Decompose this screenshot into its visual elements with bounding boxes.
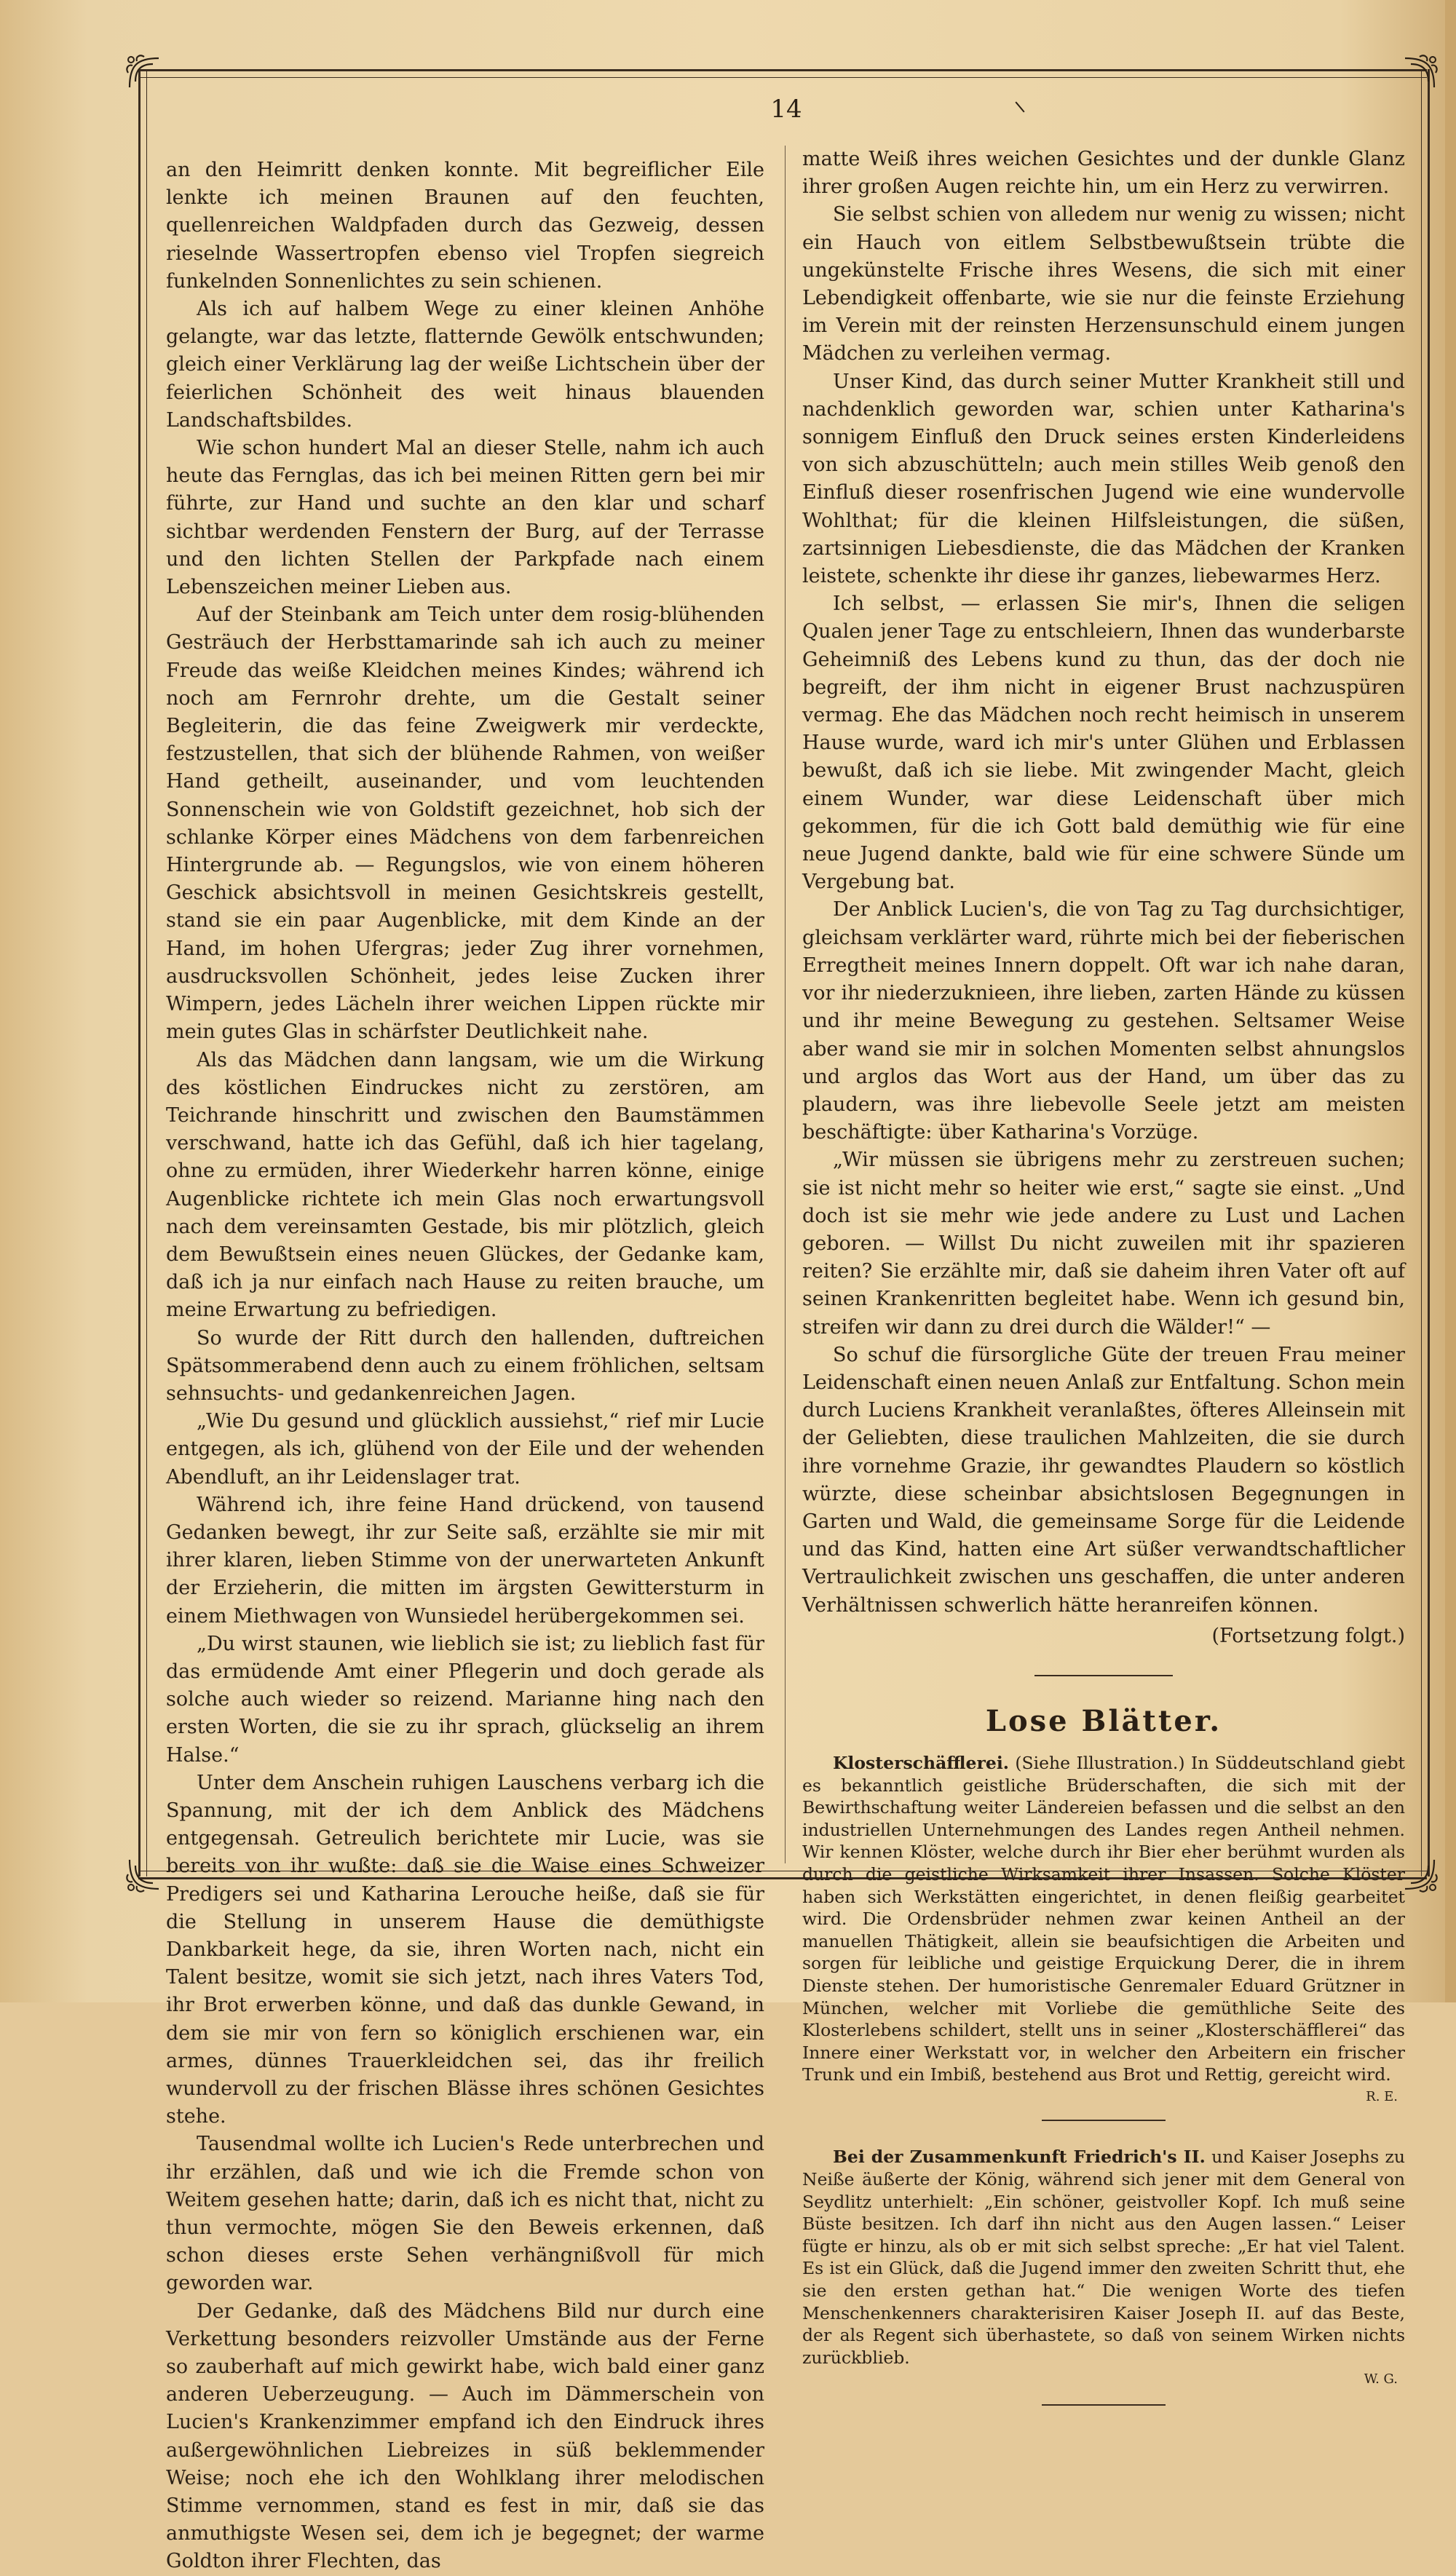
paragraph: Unser Kind, das durch seiner Mutter Krankheit still und nachdenklich geworden war, schien unter Katharina's sonnigem Einfluß den Druck seines ersten Kinderleidens von sich abzuschütteln; auch mein stilles Weib genoß den Einfluß dieser rosenfrischen Jugend wie eine wundervolle Wohlthat; für die kleinen Hilfsleistungen, die süßen, zartsinnigen Liebesdienste, die das Mädchen der Kranken leistete, schenkte ihr diese ihr ganzes, liebewarmes Herz. <box>802 370 1405 588</box>
paragraph: Unter dem Anschein ruhigen Lauschens verbarg ich die Spannung, mit der ich dem Anblick des Mädchens entgegensah. Getreulich berichtete mir Lucie, was sie bereits von ihr wußte: daß sie die Waise eines Schweizer Predigers sei und Katharina Lerouche heiße, daß sie für die Stellung in unserem Hause die demüthigste Dankbarkeit hege, da sie, ihren Worten nach, nicht ein Talent besitze, womit sie sich jetzt, nach ihres Vaters Tod, ihr Brot erwerben könne, und daß das dunkle Gewand, in dem sie mir von fern so königlich erschienen war, ein armes, dünnes Trauerkleidchen sei, das ihr freilich wundervoll zu der frischen Blässe ihres schönen Gesichtes stehe. <box>166 1771 764 2128</box>
paragraph: Als das Mädchen dann langsam, wie um die Wirkung des köstlichen Eindruckes nicht zu zerstören, am Teichrande hinschritt und zwischen den Baumstämmen verschwand, hatte ich das Gefühl, daß ich hier tagelang, ohne zu ermüden, ihrer Wiederkehr harren könne, einige Augenblicke richtete ich mein Glas noch erwartungsvoll nach dem vereinsamten Gestade, bis mir plötzlich, gleich dem Bewußtsein eines neuen Glückes, der Gedanke kam, daß ich ja nur einfach nach Hause zu reiten brauche, um meine Erwartung zu befriedigen. <box>166 1048 764 1322</box>
item-text: und Kaiser Josephs zu Neiße äußerte der König, während sich jener mit dem General von Seydlitz unterhielt: „Ein schöner, geistvoller Kopf. Ich muß seine Büste besitzen. Ich darf ihn nicht aus den Augen lassen.“ Leiser fügte er hinzu, als ob er mit sich selbst spreche: „Er hat viel Talent. Es ist ein Glück, daß die Jugend immer den zweiten Schritt thut, ehe sie den ersten gethan hat.“ Die wenigen Worte des tiefen Menschenkenners charakterisiren Kaiser Joseph II. auf das Beste, der als Regent sich überhastete, so daß von seinem Wirken nichts zurückblieb. <box>802 2147 1405 2368</box>
paragraph: Während ich, ihre feine Hand drückend, von tausend Gedanken bewegt, ihr zur Seite saß, erzählte sie mir mit ihrer klaren, lieben Stimme von der unerwarteten Ankunft der Erzieherin, die mitten im ärgsten Gewittersturm in einem Miethwagen von Wunsiedel herübergekommen sei. <box>166 1493 764 1628</box>
item-lead: Klosterschäfflerei. <box>833 1752 1009 1773</box>
paragraph: Ich selbst, — erlassen Sie mir's, Ihnen die seligen Qualen jener Tage zu entschleiern, Ihnen das wunderbarste Geheimniß des Lebens kund zu thun, das der doch nie begreift, der ihm nicht in eigener Brust nachzuspüren vermag. Ehe das Mädchen noch recht heimisch in unserem Hause wurde, ward ich mir's unter Glühen und Erblassen bewußt, daß ich sie liebe. Mit zwingender Macht, gleich einem Wunder, war diese Leidenschaft über mich gekommen, für die ich Gott bald demüthig wie für eine neue Jugend dankte, bald wie für eine schwere Sünde um Vergebung bat. <box>802 593 1405 894</box>
item-divider <box>1042 2404 1166 2406</box>
paragraph: Tausendmal wollte ich Lucien's Rede unterbrechen und ihr erzählen, daß und wie ich die Fremde schon von Weitem gesehen hatte; darin, daß ich es nicht that, nicht zu thun vermochte, mögen Sie den Beweis erkennen, daß schon dieses erste Sehen verhängnißvoll für mich geworden war. <box>166 2133 764 2295</box>
paragraph: Als ich auf halbem Wege zu einer kleinen Anhöhe gelangte, war das letzte, flatternde Gewölk entschwunden; gleich einer Verklärung lag der weiße Lichtschein über der feierlichen Schönheit des weit hinaus blauenden Landschaftsbildes. <box>166 298 764 432</box>
miscellany-item <box>802 1752 1405 2109</box>
right-column <box>802 146 1405 2406</box>
corner-ornament-icon <box>122 1852 166 1896</box>
frame-left-rule <box>138 69 147 1876</box>
paragraph: So wurde der Ritt durch den hallenden, duftreichen Spätsommerabend denn auch zu einem fröhlichen, seltsam sehnsuchts- und gedankenreichen Jagen. <box>166 1326 764 1405</box>
section-divider <box>1034 1675 1173 1676</box>
miscellany-item <box>802 2146 1405 2391</box>
frame-top-rule <box>138 69 1427 78</box>
corner-ornament-icon <box>1398 51 1441 95</box>
paragraph: So schuf die fürsorgliche Güte der treuen Frau meiner Leidenschaft einen neuen Anlaß zur Entfaltung. Schon mein durch Luciens Krankheit veranlaßtes, öfteres Alleinsein mit der Geliebten, diese traulichen Mahlzeiten, die sie durch ihre vornehme Grazie, ihr gewandtes Plaudern so köstlich würzte, diese scheinbar absichtslosen Begegnungen in Garten und Wald, die gemeinsame Sorge für die Leidende und das Kind, hatten eine Art süßer verwandtschaftlicher Vertraulichkeit zwischen uns geschaffen, die unter anderen Verhältnissen schwerlich hätte heranreifen können. <box>802 1343 1405 1617</box>
paragraph: Wie schon hundert Mal an dieser Stelle, nahm ich auch heute das Fernglas, das ich bei meinen Ritten gern bei mir führte, zur Hand und suchte an den klar und scharf sichtbar werdenden Fenstern der Burg, auf der Terrasse und den lichten Stellen der Parkpfade nach einem Lebenszeichen meiner Lieben aus. <box>166 437 764 599</box>
item-signature: R. E. <box>1366 2088 1398 2104</box>
frame-right-rule <box>1421 69 1430 1876</box>
column-divider <box>785 146 786 1863</box>
paragraph: Der Anblick Lucien's, die von Tag zu Tag durchsichtiger, gleichsam verklärter ward, rührte mich bei der fieberischen Erregtheit meines Innern doppelt. Oft war ich nahe daran, vor ihr niederzuknieen, ihre lieben, zarten Hände zu küssen und ihr meine Bewegung zu gestehen. Seltsamer Weise aber wand sie mir in solchen Momenten selbst ahnungslos und arglos das Wort aus der Hand, um über das zu plaudern, was ihre liebevolle Seele jetzt am meisten beschäftigte: über Katharina's Vorzüge. <box>802 898 1405 1144</box>
item-signature: W. G. <box>1364 2371 1398 2387</box>
item-lead: Bei der Zusammenkunft Friedrich's II. <box>833 2147 1206 2168</box>
continuation-note: (Fortsetzung folgt.) <box>1211 1624 1405 1647</box>
paragraph: Der Gedanke, daß des Mädchens Bild nur durch eine Verkettung besonders reizvoller Umstände aus der Ferne so zauberhaft auf mich gewirkt habe, wich bald einer ganz anderen Ueberzeugung. — Auch im Dämmerschein von Lucien's Krankenzimmer empfand ich den Eindruck ihres außergewöhnlichen Liebreizes in süß beklemmender Weise; noch ehe ich den Wohlklang ihrer melodischen Stimme vernommen, stand es fest in mir, daß sie das anmuthigste Wesen sei, dem ich je begegnet; der warme Goldton ihrer Flechten, das <box>166 2299 764 2573</box>
ink-mark <box>1015 101 1024 112</box>
item-divider <box>1042 2120 1166 2121</box>
item-text: (Siehe Illustration.) In Süddeutschland giebt es bekanntlich geistliche Brüderschaften, die sich mit der Bewirthschaftung weiter Ländereien befassen und die selbst an den industriellen Unternehmungen des Landes regen Antheil nehmen. Wir kennen Klöster, welche durch ihr Bier eher berühmt wurden als durch die geistliche Wirksamkeit ihrer Insassen. Solche Klöster haben sich Werkstätten eingerichtet, in denen fleißig gearbeitet wird. Die Ordensbrüder nehmen zwar keinen Antheil an der manuellen Thätigkeit, allein sie beaufsichtigen die Arbeiten und sorgen für leibliche und geistige Erquickung Derer, die in ihrem Dienste stehen. Der humoristische Genremaler Eduard Grützner in München, welcher mit Vorliebe die gemüthliche Seite des Klosterlebens schildert, stellt uns in seiner „Klosterschäfflerei“ das Innere einer Werkstatt vor, in welcher den Arbeitern ein frischer Trunk und ein Imbiß, bestehend aus Brot und Rettig, gereicht wird. <box>802 1752 1405 2085</box>
left-column <box>166 156 764 2576</box>
paragraph: „Wir müssen sie übrigens mehr zu zerstreuen suchen; sie ist nicht mehr so heiter wie erst,“ sagte sie einst. „Und doch ist sie mehr wie jede andere zu Lust und Lachen geboren. — Willst Du nicht zuweilen mit ihr spazieren reiten? Sie erzählte mir, daß sie daheim ihren Vater oft auf seinen Krankenritten begleitet habe. Wenn ich gesund bin, streifen wir dann zu drei durch die Wälder!“ — <box>802 1149 1405 1339</box>
paragraph: „Wie Du gesund und glücklich aussiehst,“ rief mir Lucie entgegen, als ich, glühend von der Eile und der wehenden Abendluft, an ihr Leidenslager trat. <box>166 1410 764 1489</box>
paragraph: Sie selbst schien von alledem nur wenig zu wissen; nicht ein Hauch von eitlem Selbstbewußtsein trübte die ungekünstelte Frische ihres Wesens, die sich mit einer Lebendigkeit offenbarte, wie sie nur die feinste Erziehung im Verein mit der reinsten Herzensunschuld einem jungen Mädchen zu verleihen vermag. <box>802 203 1405 365</box>
paragraph: „Du wirst staunen, wie lieblich sie ist; zu lieblich fast für das ermüdende Amt einer Pflegerin und doch gerade als solche auch wieder so reizend. Marianne hing nach den ersten Worten, die sie zu ihr sprach, glückselig an ihrem Halse.“ <box>166 1632 764 1767</box>
paragraph: Auf der Steinbank am Teich unter dem rosig-blühenden Gesträuch der Herbsttamarinde sah ich auch zu meiner Freude das weiße Kleidchen meines Kindes; während ich noch am Fernrohr drehte, um die Gestalt seiner Begleiterin, die das feine Zweigwerk mir verdeckte, festzustellen, that sich der blühende Rahmen, von weißer Hand getheilt, auseinander, und vom leuchtenden Sonnenschein wie von Goldstift gezeichnet, hob sich der schlanke Körper eines Mädchens von dem farbenreichen Hintergrunde ab. — Regungslos, wie von einem höheren Geschick absichtsvoll in meinen Gesichtskreis gestellt, stand sie ein paar Augenblicke, mit dem Kinde an der Hand, im hohen Ufergras; jeder Zug ihrer vornehmen, ausdrucksvollen Schönheit, jedes leise Zucken ihrer Wimpern, jedes Lächeln ihrer weichen Lippen rückte mir mein gutes Glas in schärfster Deutlichkeit nahe. <box>166 603 764 1044</box>
adjacent-page-edge <box>1445 0 1456 2002</box>
paragraph: matte Weiß ihres weichen Gesichtes und der dunkle Glanz ihrer großen Augen reichte hin, um ein Herz zu verwirren. <box>802 148 1405 199</box>
page-number: 14 <box>770 95 802 124</box>
paragraph: an den Heimritt denken konnte. Mit begreiflicher Eile lenkte ich meinen Braunen auf den feuchten, quellenreichen Waldpfaden durch das Gezweig, dessen rieselnde Wassertropfen ebenso viel Tropfen siegreich funkelnden Sonnenlichtes zu sein schienen. <box>166 159 764 293</box>
section-heading: Lose Blätter. <box>985 1703 1222 1738</box>
corner-ornament-icon <box>122 51 166 95</box>
